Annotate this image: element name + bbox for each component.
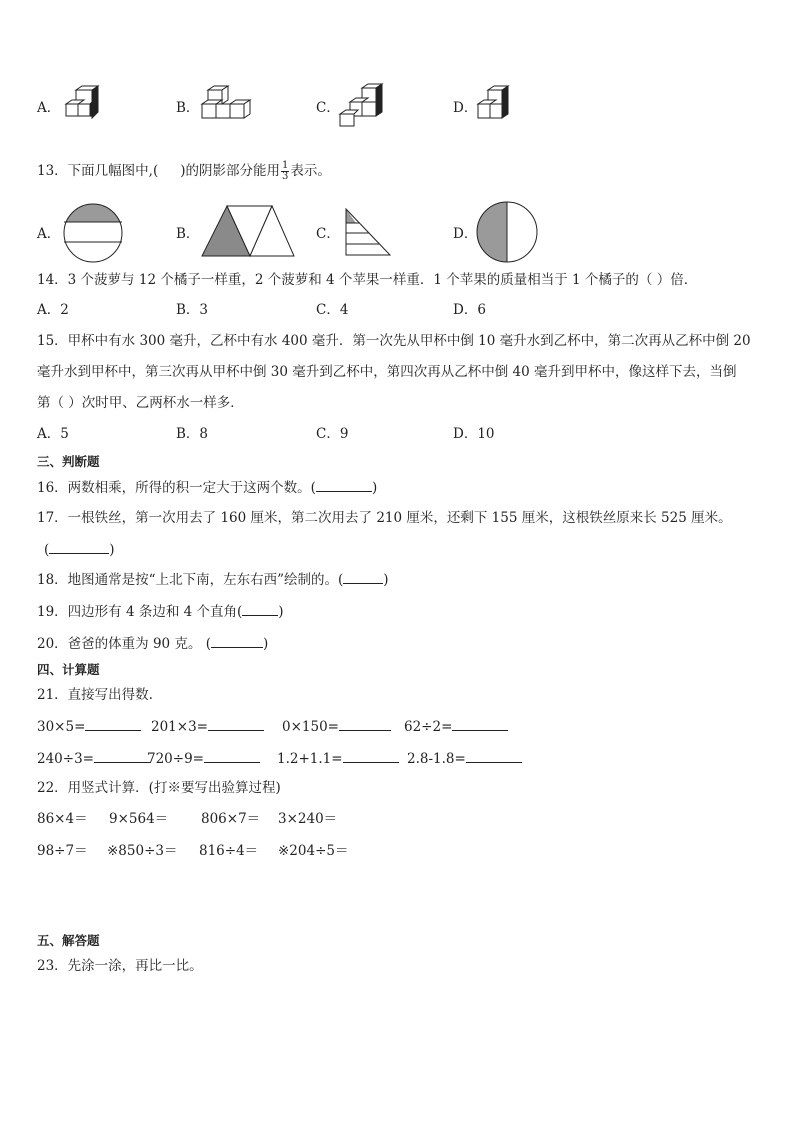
section-5-heading: 五、解答题	[37, 933, 100, 948]
q20-answer-blank[interactable]	[211, 633, 263, 648]
q14-question: 14．3 个菠萝与 12 个橘子一样重，2 个菠萝和 4 个苹果一样重．1 个苹果的质量相当于 1 个橘子的（ ）倍．	[37, 272, 698, 288]
q12-option-c-label: C．	[316, 100, 340, 116]
q13-option-c-label: C．	[316, 226, 340, 242]
q12-option-a-label: A．	[37, 100, 61, 116]
q15-option-a: A．5	[37, 426, 69, 442]
q19-answer-blank[interactable]	[242, 601, 278, 616]
circle-horizontal-thirds-icon	[62, 203, 124, 263]
q17-question: 17．一根铁丝，第一次用去了 160 厘米，第二次用去了 210 厘米，还剩下 155 厘米，这根铁丝原来长 525 厘米。	[37, 510, 732, 526]
q14-option-b: B．3	[176, 302, 209, 318]
q15-option-b: B．8	[176, 426, 209, 442]
q13-text-suffix: 表示。	[290, 163, 331, 179]
q16-question: 16．两数相乘，所得的积一定大于这两个数。( )	[37, 477, 377, 498]
q13-option-d-label: D．	[453, 226, 478, 242]
q20-question: 20．爸爸的体重为 90 克。 ( )	[37, 633, 268, 654]
q12-option-b-label: B．	[176, 100, 200, 116]
fraction-one-third: $\frac{1}{3}$	[282, 160, 289, 182]
cube-stack-b-icon	[200, 86, 248, 128]
q22-item: ※204÷5＝	[278, 843, 349, 859]
q13-text-middle: )的阴影部分能用	[180, 163, 281, 179]
q15-option-d: D．10	[453, 426, 495, 442]
q21-answer-blank[interactable]	[339, 716, 391, 731]
cube-stack-d-icon	[476, 86, 516, 128]
q22-item: 86×4＝	[37, 811, 88, 827]
q17-answer: ( )	[44, 539, 115, 560]
q14-option-c: C．4	[316, 302, 349, 318]
q21-answer-blank[interactable]	[452, 716, 508, 731]
q12-option-d-label: D．	[453, 100, 478, 116]
q21-answer-blank[interactable]	[204, 748, 260, 763]
q17-answer-blank[interactable]	[49, 539, 109, 554]
q22-title: 22．用竖式计算．(打※要写出验算过程)	[37, 780, 281, 796]
q13-text-prefix: 13．下面几幅图中,(	[37, 163, 159, 179]
q21-answer-blank[interactable]	[343, 748, 399, 763]
q22-item: 806×7＝	[201, 811, 261, 827]
q13-option-b-label: B．	[176, 226, 200, 242]
striped-triangle-icon	[344, 207, 392, 257]
q21-answer-blank[interactable]	[94, 748, 150, 763]
q22-item: 3×240＝	[278, 811, 338, 827]
q21-item: 2.8-1.8=	[407, 748, 522, 769]
q16-answer-blank[interactable]	[316, 477, 372, 492]
q21-item: 240÷3=	[37, 748, 150, 769]
q15-line-1: 15．甲杯中有水 300 毫升，乙杯中有水 400 毫升．第一次先从甲杯中倒 10 毫升水到乙杯中，第二次再从乙杯中倒 20	[37, 333, 751, 349]
cube-stack-a-icon	[62, 86, 106, 128]
q21-item: 62÷2=	[404, 716, 508, 737]
q15-line-2: 毫升水到甲杯中，第三次再从甲杯中倒 30 毫升到乙杯中，第四次再从乙杯中倒 40 毫升到甲杯中，像这样下去，当倒	[37, 364, 737, 380]
triangles-strip-icon	[200, 204, 296, 258]
q21-item: 720÷9=	[147, 748, 260, 769]
q21-item: 1.2+1.1=	[277, 748, 399, 769]
q21-answer-blank[interactable]	[466, 748, 522, 763]
q15-line-3: 第（ ）次时甲、乙两杯水一样多．	[37, 395, 244, 411]
section-3-heading: 三、判断题	[37, 454, 100, 469]
q15-option-c: C．9	[316, 426, 349, 442]
q21-item: 0×150=	[282, 716, 391, 737]
q18-answer-blank[interactable]	[343, 569, 383, 584]
section-4-heading: 四、计算题	[37, 662, 100, 677]
cube-stack-c-icon	[338, 84, 386, 130]
q13-question	[37, 161, 331, 182]
circle-half-shaded-icon	[476, 200, 538, 264]
q21-answer-blank[interactable]	[208, 716, 264, 731]
q14-option-a: A．2	[37, 302, 69, 318]
q23-question: 23．先涂一涂，再比一比。	[37, 958, 203, 974]
q22-item: ※850÷3＝	[107, 843, 178, 859]
q22-item: 816÷4＝	[199, 843, 259, 859]
q13-option-a-label: A．	[37, 226, 61, 242]
q22-item: 98÷7＝	[37, 843, 88, 859]
q19-question: 19．四边形有 4 条边和 4 个直角( )	[37, 601, 284, 622]
q21-item: 30×5=	[37, 716, 141, 737]
q18-question: 18．地图通常是按“上北下南，左东右西”绘制的。( )	[37, 569, 389, 590]
q22-item: 9×564＝	[109, 811, 169, 827]
q21-title: 21．直接写出得数.	[37, 687, 153, 703]
q14-option-d: D．6	[453, 302, 486, 318]
q21-answer-blank[interactable]	[85, 716, 141, 731]
q21-item: 201×3=	[151, 716, 264, 737]
